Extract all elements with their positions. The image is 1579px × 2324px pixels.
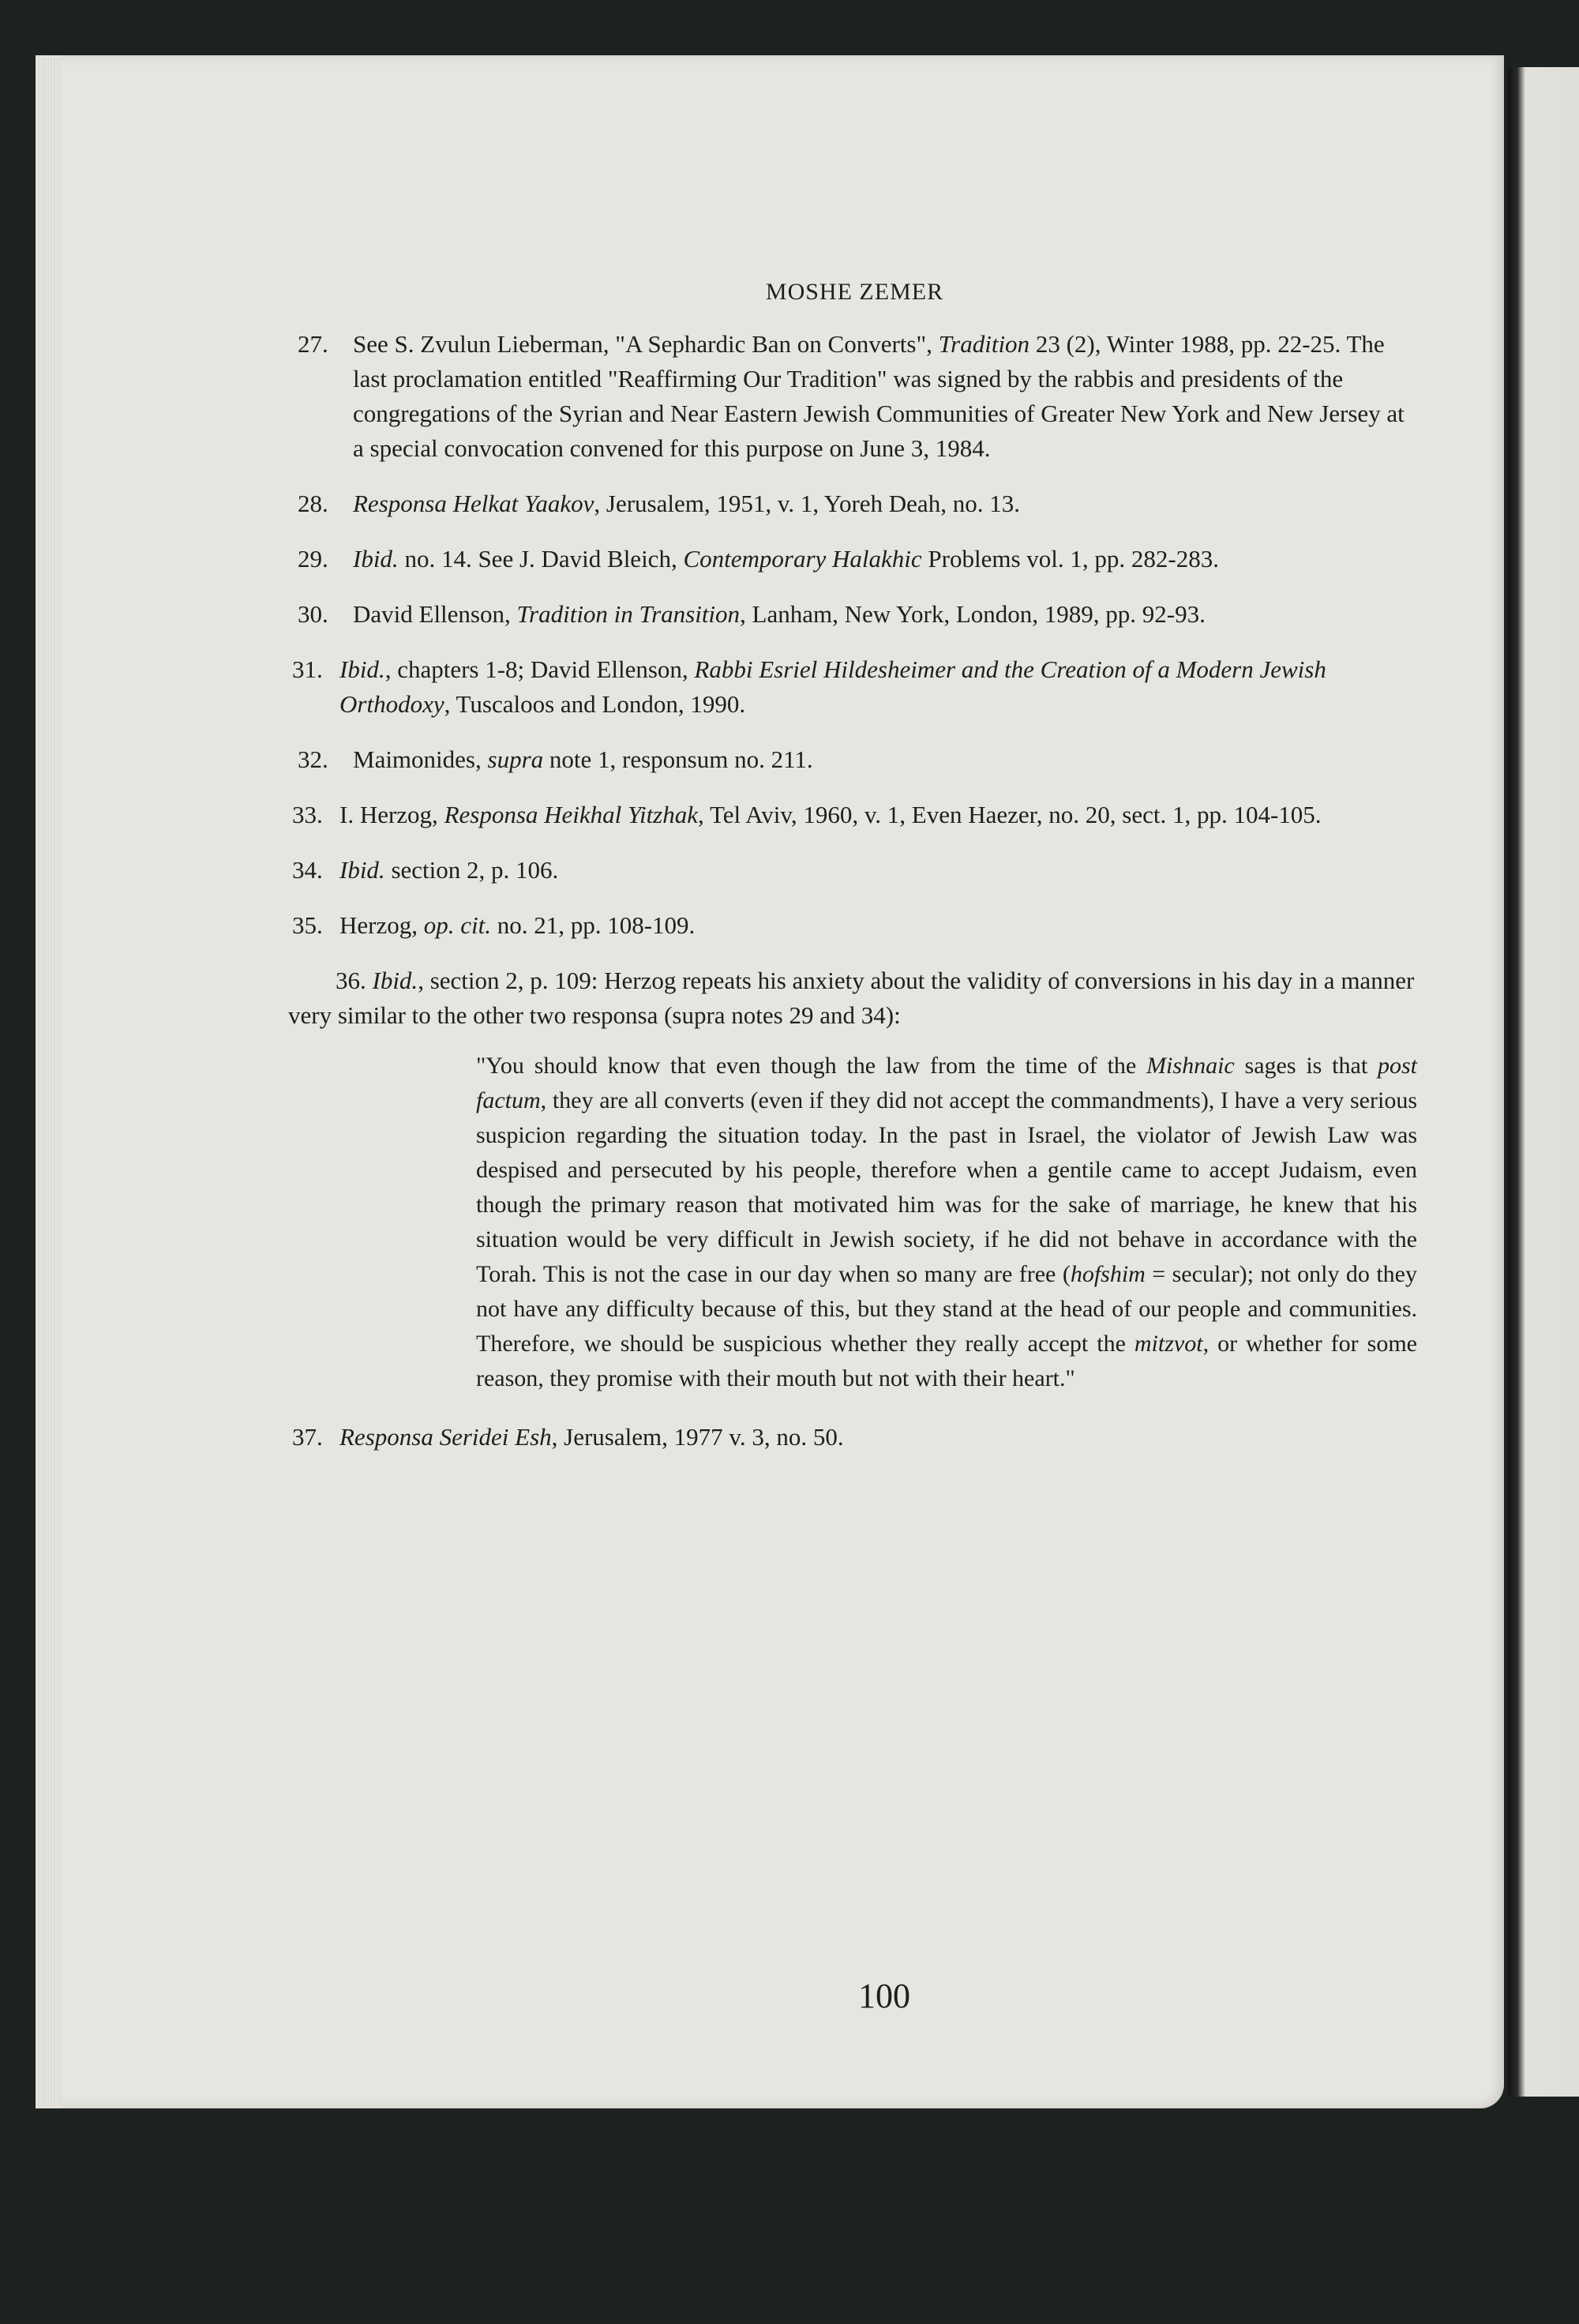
footnote-32 xyxy=(280,742,1417,777)
footnote-34 xyxy=(280,853,1417,888)
footnote-number: 37. xyxy=(292,1423,323,1451)
text-run: Problems vol. 1, pp. 282-283. xyxy=(921,545,1219,573)
text-run: sages is that xyxy=(1234,1053,1378,1079)
italic-text: mitzvot xyxy=(1134,1331,1203,1357)
footnote-28 xyxy=(280,486,1417,521)
text-run: 23 (2), Winter 1988, pp. 22-25. The last proclamation entitled "Reaffirming Our Tradition" was signed by the rabbis and presidents of the congregations of the Syrian and Near Eastern Jewish Communities of Greater New York and New Jersey at a special convocation convened for this purpose on June 3, 1984. xyxy=(353,330,1405,462)
italic-text: Tradition in Transition xyxy=(516,600,741,628)
page-number: 100 xyxy=(858,1977,910,2015)
text-run: David Ellenson, xyxy=(353,600,517,628)
italic-text: post factum xyxy=(476,1053,1417,1113)
footnote-number: 28. xyxy=(298,490,328,517)
text-run: See S. Zvulun Lieberman, "A Sephardic Ban on Converts", xyxy=(353,330,939,358)
text-run: "You should know that even though the law from the time of the xyxy=(476,1053,1147,1079)
footnote-29 xyxy=(280,542,1417,576)
italic-text: Ibid. xyxy=(353,545,399,573)
footnote-number: 35. xyxy=(292,911,323,939)
footnote-36 xyxy=(280,963,1417,1033)
text-run: Herzog, xyxy=(339,911,424,939)
text-run: Maimonides, xyxy=(353,745,488,773)
footnote-number: 32. xyxy=(298,745,328,773)
footnote-27 xyxy=(280,327,1417,466)
footnote-37 xyxy=(280,1420,1417,1455)
text-run: , Jerusalem, 1977 v. 3, no. 50. xyxy=(551,1423,844,1451)
text-run: = secular); not only do they not have any difficulty because of this, but they stand at the head of our people and communities. Therefore, we should be suspicious whether they really accept the xyxy=(476,1261,1417,1357)
footnote-30 xyxy=(280,597,1417,632)
text-run: , Tel Aviv, 1960, v. 1, Even Haezer, no. 20, sect. 1, pp. 104-105. xyxy=(698,801,1322,828)
italic-text: Ibid. xyxy=(339,655,385,683)
text-run: I. Herzog, xyxy=(339,801,444,828)
text-run: , Lanham, New York, London, 1989, pp. 92-93. xyxy=(740,600,1206,628)
footnote-number: 27. xyxy=(298,330,328,358)
italic-text: Responsa Heikhal Yitzhak xyxy=(444,801,699,828)
footnote-number: 30. xyxy=(298,600,328,628)
italic-text: Rabbi Esriel Hildesheimer and the Creation of a Modern Jewish Orthodoxy xyxy=(339,655,1326,718)
page-stack-edge xyxy=(36,55,62,2108)
italic-text: Contemporary Halakhic xyxy=(683,545,922,573)
footnote-number: 31. xyxy=(292,655,323,683)
italic-text: Responsa Seridei Esh xyxy=(339,1423,552,1451)
text-run: , Tuscaloos and London, 1990. xyxy=(444,690,746,718)
facing-page-edge xyxy=(1508,67,1579,2097)
text-run: no. 21, pp. 108-109. xyxy=(490,911,696,939)
footnote-33 xyxy=(280,798,1417,832)
italic-text: hofshim xyxy=(1070,1261,1146,1287)
page-text xyxy=(280,275,1417,1475)
italic-text: Responsa Helkat Yaakov xyxy=(353,490,594,517)
text-run: , chapters 1-8; David Ellenson, xyxy=(384,655,695,683)
italic-text: Ibid. xyxy=(372,967,418,994)
italic-text: Tradition xyxy=(938,330,1030,358)
running-head: MOSHE ZEMER xyxy=(765,279,944,305)
text-run: , section 2, p. 109: Herzog repeats his anxiety about the validity of conversions in his day in a manner very similar to the other two responsa (supra notes 29 and 34): xyxy=(288,967,1415,1029)
text-run: , Jerusalem, 1951, v. 1, Yoreh Deah, no. 13. xyxy=(594,490,1020,517)
footnote-31 xyxy=(280,652,1417,722)
text-run: , or whether for some reason, they promise with their mouth but not with their heart." xyxy=(476,1331,1417,1391)
italic-text: Ibid. xyxy=(339,856,385,884)
text-run: no. 14. See J. David Bleich, xyxy=(398,545,684,573)
footnote-number: 33. xyxy=(292,801,323,828)
italic-text: supra xyxy=(487,745,544,773)
text-run: section 2, p. 106. xyxy=(384,856,559,884)
italic-text: Mishnaic xyxy=(1146,1053,1235,1079)
footnote-number: 36. xyxy=(336,967,366,994)
italic-text: op. cit. xyxy=(423,911,491,939)
text-run: , they are all converts (even if they did not accept the commandments), I have a very serious suspicion regarding the situation today. In the past in Israel, the violator of Jewish Law was despised and persecuted by his people, therefore when a gentile came to accept Judaism, even though the primary reason that motivated him was for the sake of marriage, he knew that his situation would be very difficult in Jewish society, if he did not behave in accordance with the Torah. This is not the case in our day when so many are free ( xyxy=(476,1087,1417,1287)
text-run: note 1, responsum no. 211. xyxy=(543,745,813,773)
footnote-35 xyxy=(280,908,1417,943)
footnote-number: 34. xyxy=(292,856,323,884)
block-quote xyxy=(476,1049,1417,1396)
footnote-number: 29. xyxy=(298,545,328,573)
